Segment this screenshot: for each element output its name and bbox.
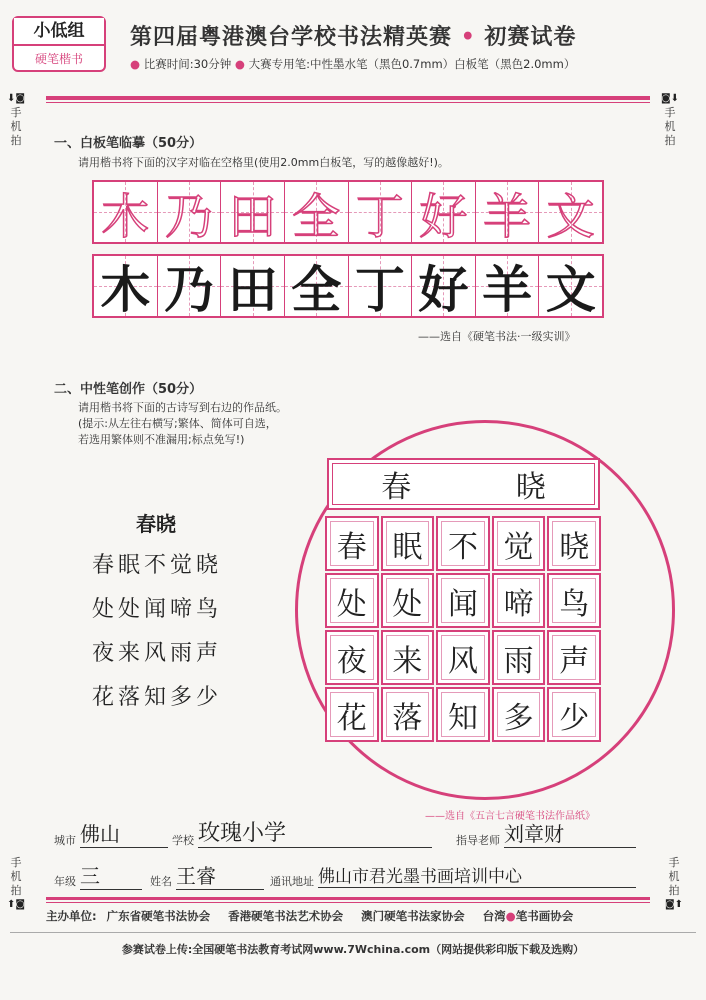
footer-rule-thin <box>46 902 650 903</box>
work-cell[interactable] <box>325 516 379 571</box>
camera-icon: ⬇◙ <box>6 93 26 104</box>
work-char: 知 <box>447 700 478 736</box>
grid-cell[interactable] <box>349 256 413 319</box>
poem-line: 春眠不觉晓 <box>92 553 223 578</box>
organizers <box>46 908 666 924</box>
work-char: 啼 <box>503 586 534 622</box>
work-title-char: 春 <box>381 470 412 505</box>
work-cell[interactable] <box>547 516 601 571</box>
section1-heading: 一、白板笔临摹（50分） <box>54 136 203 151</box>
work-char: 花 <box>336 700 367 736</box>
written-char: 全 <box>291 260 342 319</box>
work-char: 来 <box>392 643 423 679</box>
written-char: 田 <box>227 260 278 319</box>
poem-title: 春晓 <box>136 512 176 536</box>
work-cell[interactable] <box>381 573 435 628</box>
header-rule <box>46 96 650 100</box>
grid-cell[interactable] <box>476 182 540 245</box>
work-char: 鸟 <box>559 586 590 622</box>
side-label-right-bottom <box>664 856 684 912</box>
outline-char: 好 <box>419 188 468 245</box>
subtitle-time: 比赛时间:30分钟 <box>143 57 232 71</box>
writing-grid-filled <box>92 254 604 318</box>
poem-line: 花落知多少 <box>92 685 223 710</box>
grade-label: 年级 <box>54 875 76 888</box>
work-char: 眠 <box>392 529 423 565</box>
work-char: 晓 <box>559 529 590 565</box>
bullet-icon: ● <box>505 909 516 923</box>
instruction-line: 若选用繁体则不准漏用;标点免写!) <box>78 433 245 446</box>
page-title <box>130 20 690 51</box>
side-text: 手机拍 <box>664 106 676 147</box>
grid-cell[interactable] <box>349 182 413 245</box>
work-title-char: 晓 <box>515 470 546 505</box>
work-title-box[interactable] <box>327 458 600 510</box>
tracing-grid-outline <box>92 180 604 244</box>
side-label-right-top <box>660 92 680 148</box>
name-field[interactable]: 王睿 <box>176 860 264 890</box>
section1-source: ——选自《硬笔书法·一级实训》 <box>418 330 576 343</box>
organizer: 香港硬笔书法艺术协会 <box>228 909 344 923</box>
section2-source: ——选自《五言七言硬笔书法作品纸》 <box>425 811 595 822</box>
grid-cell[interactable] <box>94 182 158 245</box>
grid-cell[interactable] <box>539 256 602 319</box>
work-char: 春 <box>336 529 367 565</box>
school-field[interactable]: 玫瑰小学 <box>198 816 432 848</box>
work-cell[interactable] <box>381 516 435 571</box>
poem-line: 夜来风雨声 <box>92 641 223 666</box>
outline-char: 木 <box>101 188 150 245</box>
written-char: 好 <box>418 260 469 319</box>
written-char: 文 <box>545 260 596 319</box>
grid-cell[interactable] <box>539 182 602 245</box>
bullet-icon: ● <box>130 57 141 71</box>
work-cell[interactable] <box>436 573 490 628</box>
work-cell[interactable] <box>381 687 435 742</box>
work-char: 处 <box>336 586 367 622</box>
title-end: 初赛试卷 <box>484 24 577 50</box>
work-cell[interactable] <box>492 516 546 571</box>
grid-cell[interactable] <box>412 182 476 245</box>
work-char: 处 <box>392 586 423 622</box>
work-char: 风 <box>447 643 478 679</box>
side-text: 手机拍 <box>10 106 22 147</box>
organizers-label: 主办单位: <box>46 909 97 923</box>
poem-line: 处处闻啼鸟 <box>92 597 223 622</box>
upload-notice[interactable]: 参赛试卷上传:全国硬笔书法教育考试网www.7Wchina.com（网站提供彩印版下载及选购） <box>121 943 585 956</box>
grid-cell[interactable] <box>285 182 349 245</box>
side-label-left-top <box>6 92 26 148</box>
outline-char: 文 <box>546 188 595 245</box>
work-char: 夜 <box>336 643 367 679</box>
outline-char: 乃 <box>164 188 213 245</box>
badge-group-name: 小低组 <box>14 18 104 46</box>
grid-cell[interactable] <box>221 256 285 319</box>
grid-cell[interactable] <box>158 256 222 319</box>
address-field[interactable]: 佛山市君光墨书画培训中心 <box>318 862 636 888</box>
group-badge <box>12 16 106 72</box>
written-char: 乃 <box>163 260 214 319</box>
written-char: 羊 <box>482 260 533 319</box>
work-char: 声 <box>559 643 590 679</box>
work-char: 觉 <box>503 529 534 565</box>
work-cell[interactable] <box>492 573 546 628</box>
instruction-line: (提示:从左往右横写;繁体、简体可自选， <box>78 417 277 430</box>
organizer: 笔书画协会 <box>515 909 574 923</box>
outline-char: 田 <box>228 188 277 245</box>
work-cell[interactable] <box>547 573 601 628</box>
work-char: 落 <box>392 700 423 736</box>
side-text: 手机拍 <box>668 856 680 897</box>
teacher-label: 指导老师 <box>456 834 500 847</box>
section2-instruction <box>78 400 287 448</box>
subtitle <box>130 56 700 72</box>
teacher-field[interactable]: 刘章财 <box>504 818 636 848</box>
grid-cell[interactable] <box>285 256 349 319</box>
work-cell[interactable] <box>436 687 490 742</box>
title-separator: • <box>460 24 476 50</box>
grid-cell[interactable] <box>158 182 222 245</box>
city-field[interactable]: 佛山 <box>80 818 168 848</box>
written-char: 丁 <box>354 260 405 319</box>
work-cell[interactable] <box>325 573 379 628</box>
work-cell[interactable] <box>492 687 546 742</box>
outline-char: 全 <box>292 188 341 245</box>
name-label: 姓名 <box>150 875 172 888</box>
footer-divider <box>10 932 696 933</box>
organizer: 广东省硬笔书法协会 <box>106 909 211 923</box>
camera-icon: ⬆◙ <box>6 899 26 910</box>
instruction-line: 请用楷书将下面的古诗写到右边的作品纸。 <box>78 401 287 414</box>
side-label-left-bottom <box>6 856 26 912</box>
footer-rule <box>46 897 650 900</box>
work-char: 多 <box>503 700 534 736</box>
header-rule-thin <box>46 102 650 103</box>
grid-cell[interactable] <box>412 256 476 319</box>
work-grid <box>325 516 601 742</box>
work-cell[interactable] <box>325 630 379 685</box>
work-char: 不 <box>447 529 478 565</box>
grid-cell[interactable] <box>476 256 540 319</box>
written-char: 木 <box>100 260 151 319</box>
grade-field[interactable]: 三 <box>80 860 142 890</box>
camera-icon: ◙⬇ <box>660 93 680 104</box>
outline-char: 羊 <box>483 188 532 245</box>
work-cell[interactable] <box>547 687 601 742</box>
work-cell[interactable] <box>547 630 601 685</box>
bullet-icon: ● <box>234 57 245 71</box>
work-cell[interactable] <box>325 687 379 742</box>
title-main: 第四届粤港澳台学校书法精英赛 <box>130 24 453 50</box>
outline-char: 丁 <box>355 188 404 245</box>
section2-heading: 二、中性笔创作（50分） <box>54 382 203 397</box>
organizer: 澳门硬笔书法家协会 <box>361 909 465 923</box>
grid-cell[interactable] <box>221 182 285 245</box>
camera-icon: ◙⬆ <box>664 899 684 910</box>
badge-category: 硬笔楷书 <box>34 52 83 66</box>
work-char: 少 <box>559 700 590 736</box>
organizer: 台湾 <box>482 909 506 923</box>
subtitle-pens: 大赛专用笔:中性墨水笔（黑色0.7mm）白板笔（黑色2.0mm） <box>248 57 576 71</box>
city-label: 城市 <box>54 834 76 847</box>
work-cell[interactable] <box>436 630 490 685</box>
work-cell[interactable] <box>492 630 546 685</box>
side-text: 手机拍 <box>10 856 22 897</box>
work-cell[interactable] <box>381 630 435 685</box>
grid-cell[interactable] <box>94 256 158 319</box>
work-char: 雨 <box>503 643 534 679</box>
section1-instruction: 请用楷书将下面的汉字对临在空格里(使用2.0mm白板笔，写的越像越好!)。 <box>78 156 449 169</box>
work-char: 闻 <box>447 586 478 622</box>
work-cell[interactable] <box>436 516 490 571</box>
address-label: 通讯地址 <box>270 875 314 888</box>
school-label: 学校 <box>172 834 194 847</box>
